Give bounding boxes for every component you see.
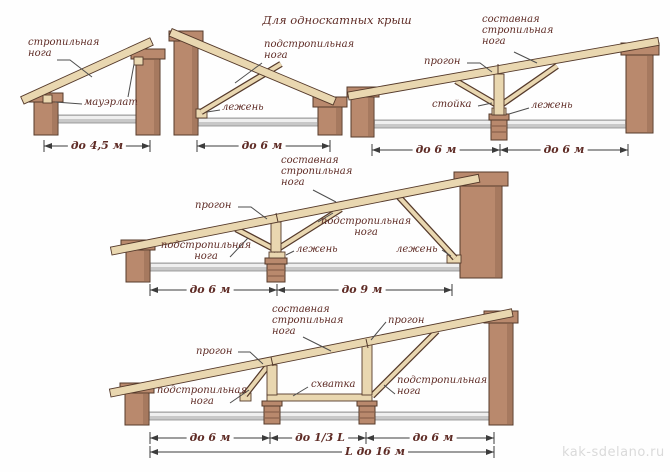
d2-span-dimension: до 6 м — [239, 139, 286, 152]
d4-under-rafter-leg-right-label: подстропильная нога — [320, 216, 412, 239]
d5-span2-dimension: до 1/3 L — [292, 431, 348, 444]
d1-span-dimension: до 4,5 м — [68, 139, 126, 152]
d3-right-wall — [621, 43, 659, 133]
d5-right-wall — [484, 311, 518, 425]
d5-span3-dimension: до 6 м — [410, 431, 457, 444]
d5-purlin-right-label: прогон — [388, 315, 425, 326]
d5-under-rafter-leg-left-label: подстропильная нога — [156, 385, 248, 408]
d4-span2-dimension: до 9 м — [339, 283, 386, 296]
d4-floor — [150, 263, 460, 271]
d4-purlin-label: прогон — [195, 200, 232, 211]
d5-span1-dimension: до 6 м — [187, 431, 234, 444]
d5-purlin-left-label: прогон — [196, 346, 233, 357]
d3-span1-dimension: до 6 м — [413, 143, 460, 156]
d4-right-wall — [454, 172, 508, 278]
d3-span2-dimension: до 6 м — [541, 143, 588, 156]
d2-floor — [198, 118, 318, 126]
d4-lezhen-center-label: лежень — [296, 244, 338, 255]
d4-span1-dimension: до 6 м — [187, 283, 234, 296]
d1-rafter-leg-label: стропильная нога — [28, 37, 100, 60]
d5-skhvatka-tie — [267, 394, 372, 401]
d3-dimensions — [372, 144, 628, 156]
d3-lezhen-label: лежень — [531, 100, 573, 111]
d4-pier — [265, 258, 287, 282]
figure-title: Для односкатных крыш — [262, 13, 412, 27]
d3-pier — [489, 114, 509, 140]
d5-composite-rafter-leg-label: составная стропильная нога — [272, 304, 344, 338]
d1-floor — [58, 115, 137, 123]
d5-under-rafter-leg-right-label: подстропильная нога — [397, 375, 488, 398]
d5-tie-label: схватка — [311, 379, 356, 390]
d2-under-rafter-leg-label: подстропильная нога — [264, 39, 355, 62]
d4-post — [271, 222, 281, 252]
d4-lezhen-right-label: лежень — [396, 244, 438, 255]
d5-floor — [149, 412, 490, 420]
d1-mauerlat-label: мауэрлат — [84, 97, 138, 108]
d4-composite-rafter-leg-label: составная стропильная нога — [281, 155, 353, 189]
d5-total-dimension: L до 16 м — [342, 445, 408, 458]
watermark: kak-sdelano.ru — [562, 445, 665, 460]
d3-composite-rafter-leg-label: составная стропильная нога — [482, 14, 554, 48]
d4-under-rafter-leg-left-label: подстропильная нога — [160, 240, 252, 263]
d3-purlin-label: прогон — [424, 56, 461, 67]
d2-lezhen-label: лежень — [222, 102, 264, 113]
d3-post-label: стойка — [432, 99, 472, 110]
d3-post — [494, 74, 504, 115]
